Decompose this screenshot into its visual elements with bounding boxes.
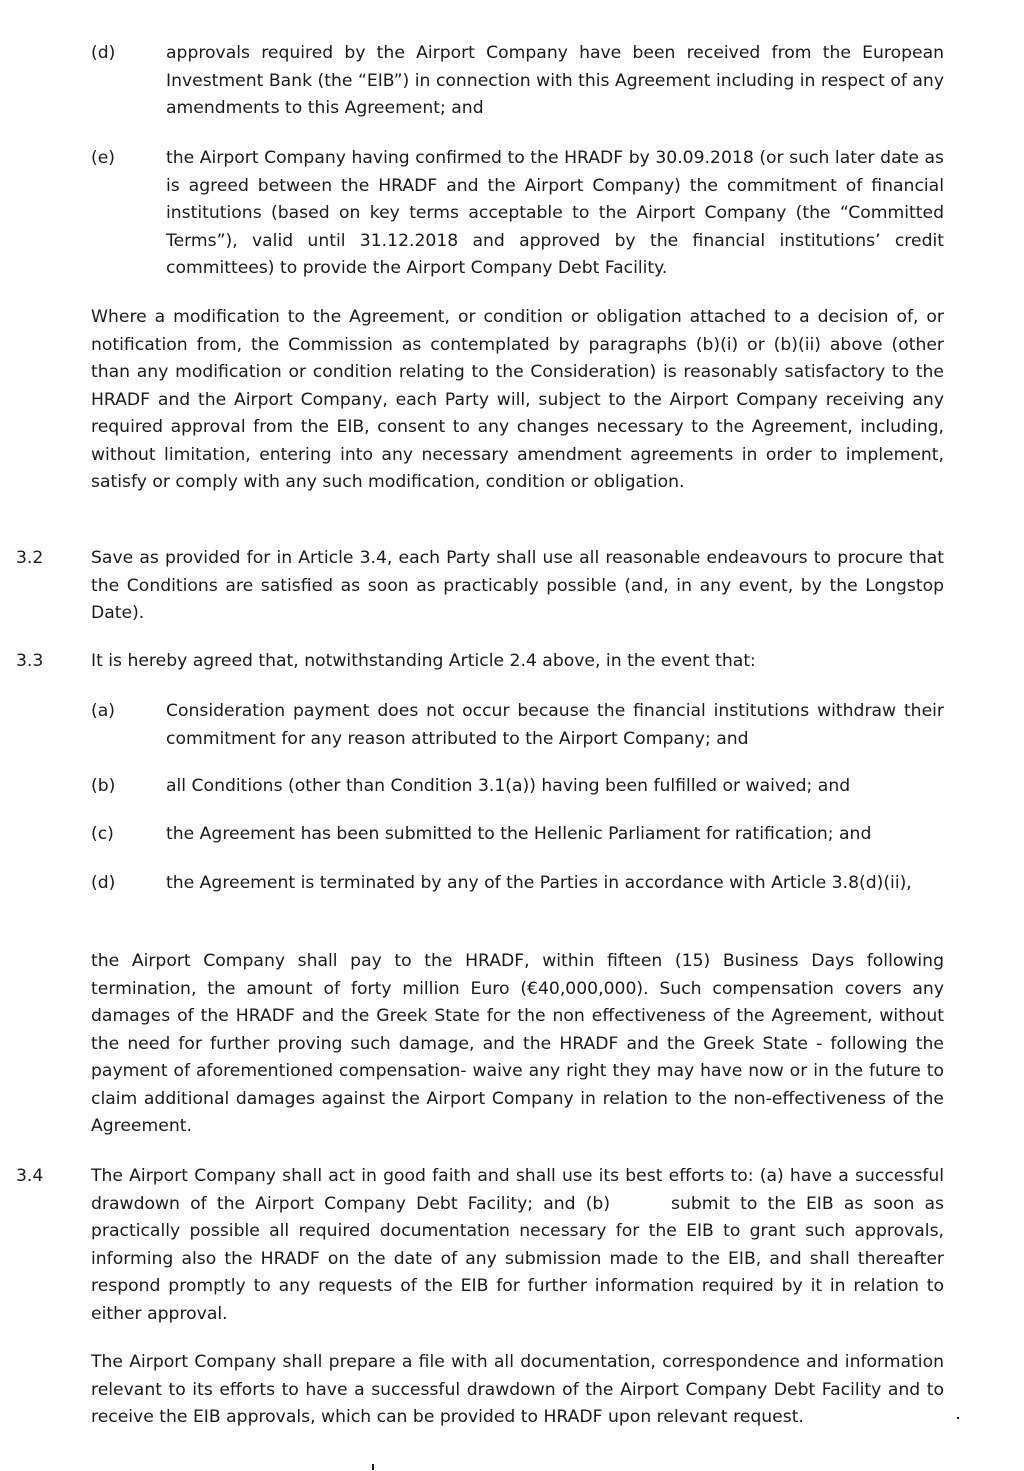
clause-number-3-2: 3.2 — [16, 548, 44, 568]
modification-paragraph: Where a modification to the Agreement, or condition or obligation attached to a decision of, or notification from, the Commission as contemplated by paragraphs (b)(i) or (b)(ii) above (other than any modification or condition relating to the Consideration) is reasonably satisfactory to the HRADF and the Airport Company, each Party will, subject to the Airport Company receiving any required approval from the EIB, consent to any changes necessary to the Agreement, including, without limitation, entering into any necessary amendment agreements in order to implement, satisfy or comply with any such modification, condition or obligation. — [91, 307, 944, 492]
item-text-3-3-a: Consideration payment does not occur because the financial institutions withdraw their commitment for any reason attributed to the Airport Company; and — [166, 701, 944, 749]
clause-number-3-4: 3.4 — [16, 1166, 44, 1186]
item-label-3-3-c: (c) — [91, 824, 114, 844]
item-text-d: approvals required by the Airport Company have been received from the European Investment Bank (the “EIB”) in connection with this Agreement including in respect of any amendments to this Agreement; and — [166, 43, 944, 118]
clause-paragraph-3-4-b: The Airport Company shall prepare a file with all documentation, correspondence and information relevant to its efforts to have a successful drawdown of the Airport Company Debt Facility and to receive the EIB approvals, which can be provided to HRADF upon relevant request. — [91, 1352, 944, 1427]
clause-intro-3-3: It is hereby agreed that, notwithstanding Article 2.4 above, in the event that: — [91, 651, 756, 671]
scan-speck — [957, 1417, 959, 1419]
item-label-3-3-a: (a) — [91, 701, 115, 721]
scan-speck — [372, 1464, 374, 1470]
clause-text-3-4: The Airport Company shall act in good faith and shall use its best efforts to: (a) have a successful drawdown of the Airport Company Debt Facility; and (b) submit to the EIB as soon as practically possible all required documentation necessary for the EIB to grant such approvals, informing also the HRADF on the date of any submission made to the EIB, and shall thereafter respond promptly to any requests of the EIB for further information required by it in relation to either approval. — [91, 1166, 944, 1324]
item-text-3-3-c: the Agreement has been submitted to the Hellenic Parliament for ratification; and — [166, 824, 872, 844]
item-label-e: (e) — [91, 148, 115, 168]
clause-text-3-2: Save as provided for in Article 3.4, each Party shall use all reasonable endeavours to procure that the Conditions are satisfied as soon as practicably possible (and, in any event, by the Longstop Date). — [91, 548, 944, 623]
item-label-3-3-d: (d) — [91, 873, 116, 893]
clause-number-3-3: 3.3 — [16, 651, 44, 671]
item-text-e: the Airport Company having confirmed to the HRADF by 30.09.2018 (or such later date as is agreed between the HRADF and the Airport Company) the commitment of financial institutions (based on key terms acceptable to the Airport Company (the “Committed Terms”), valid until 31.12.2018 and approved by the financial institutions’ credit committees) to provide the Airport Company Debt Facility. — [166, 148, 944, 278]
item-label-d: (d) — [91, 43, 116, 63]
item-text-3-3-b: all Conditions (other than Condition 3.1(a)) having been fulfilled or waived; and — [166, 776, 851, 796]
clause-conclusion-3-3: the Airport Company shall pay to the HRADF, within fifteen (15) Business Days following termination, the amount of forty million Euro (€40,000,000). Such compensation covers any damages of the HRADF and the Greek State for the non effectiveness of the Agreement, without the need for further proving such damage, and the HRADF and the Greek State - following the payment of aforementioned compensation- waive any right they may have now or in the future to claim additional damages against the Airport Company in relation to the non-effectiveness of the Agreement. — [91, 951, 944, 1136]
item-text-3-3-d: the Agreement is terminated by any of the Parties in accordance with Article 3.8(d)(ii), — [166, 873, 912, 893]
item-label-3-3-b: (b) — [91, 776, 116, 796]
